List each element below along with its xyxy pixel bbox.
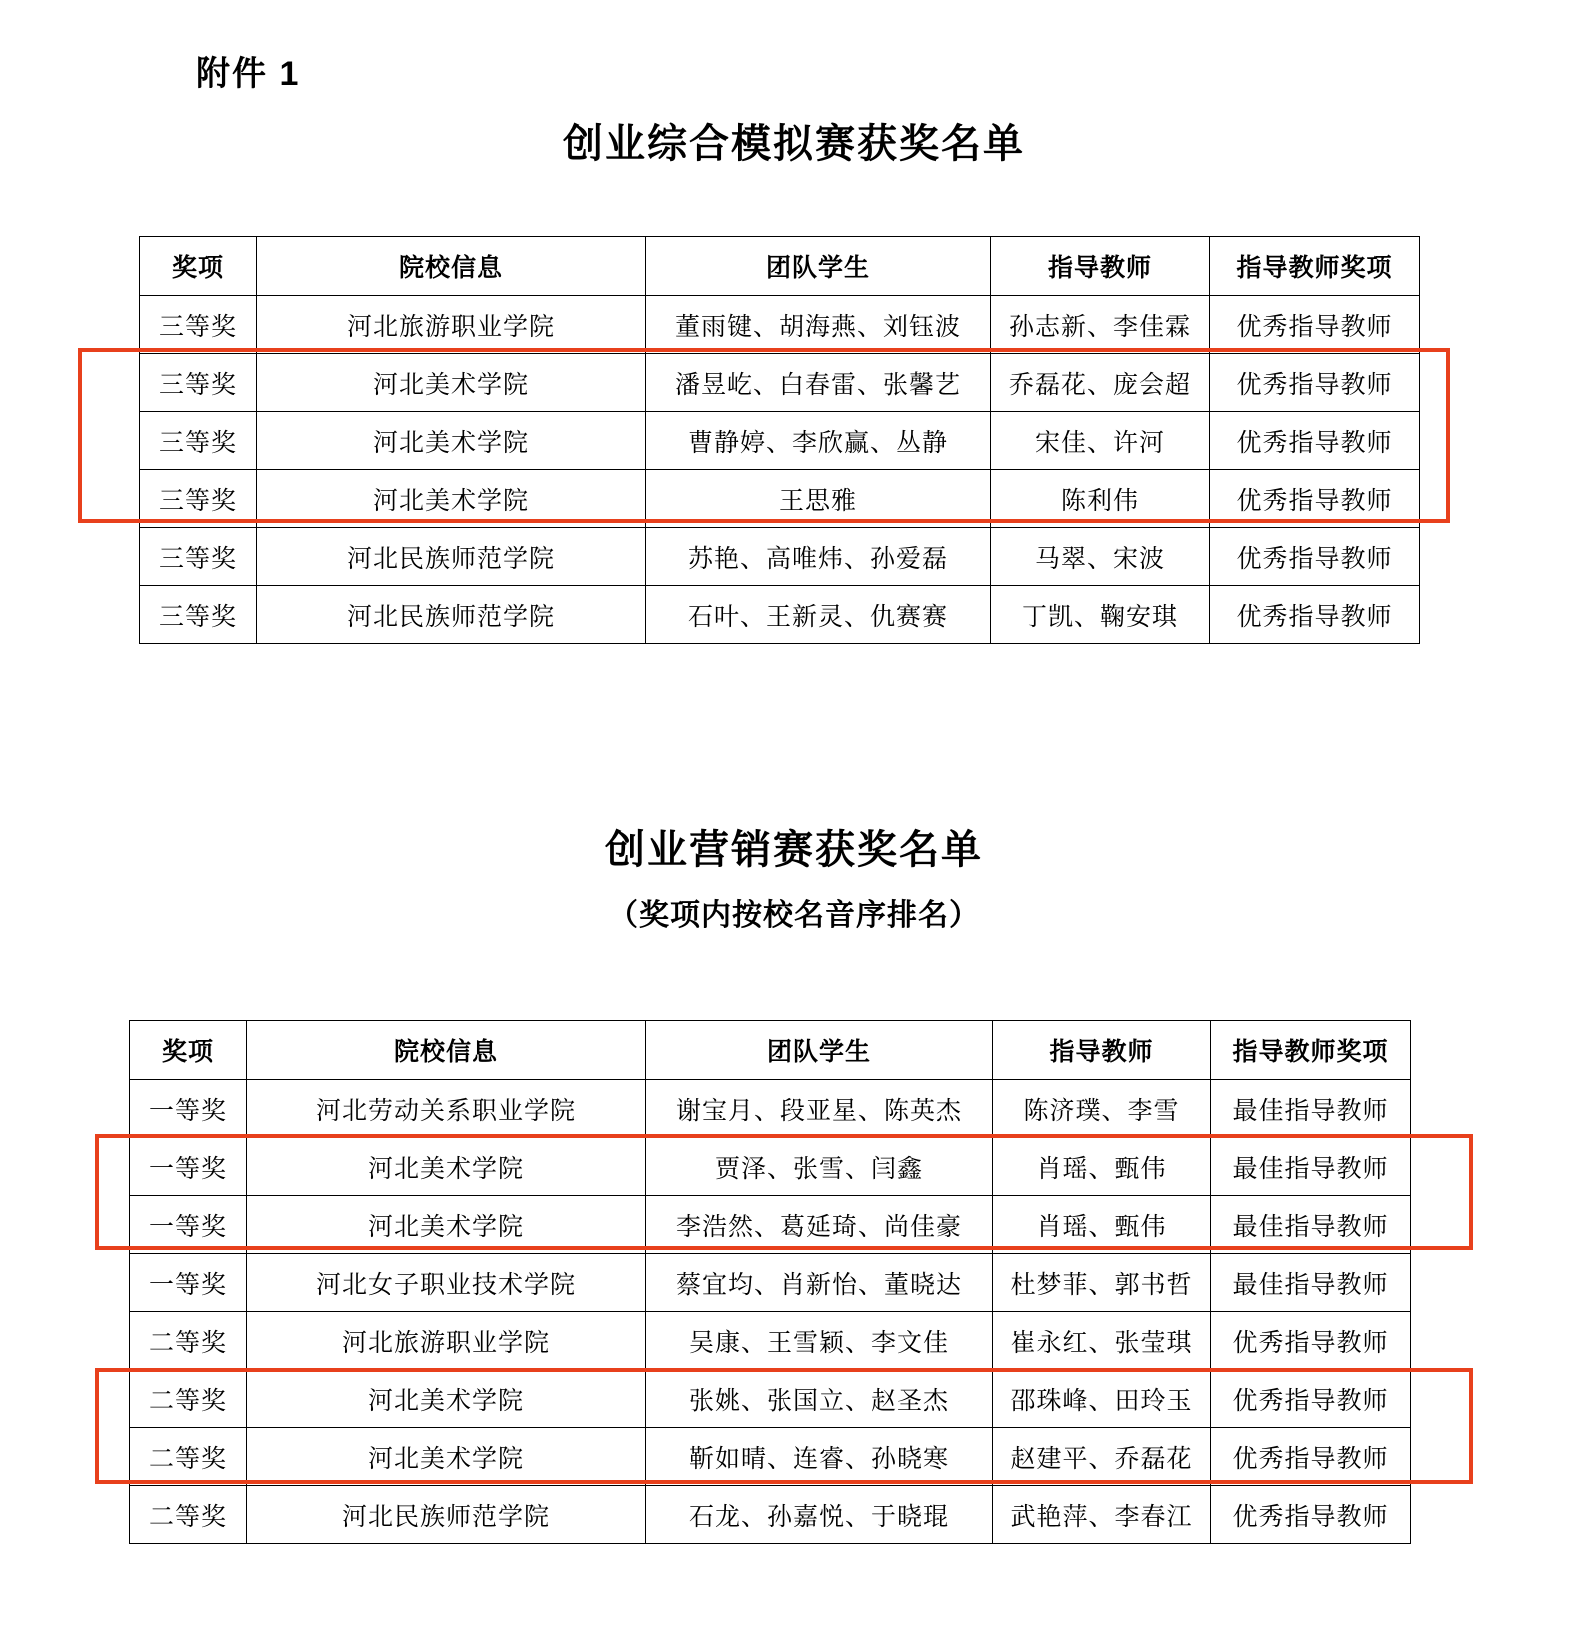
cell-school: 河北劳动关系职业学院 — [247, 1080, 646, 1138]
table-row — [140, 470, 1420, 528]
cell-team: 谢宝月、段亚星、陈英杰 — [646, 1080, 993, 1138]
column-header-teacher: 指导教师 — [991, 237, 1210, 296]
cell-prize: 优秀指导教师 — [1210, 354, 1420, 412]
cell-prize: 优秀指导教师 — [1210, 412, 1420, 470]
cell-teacher: 邵珠峰、田玲玉 — [993, 1370, 1211, 1428]
cell-team: 王思雅 — [646, 470, 991, 528]
cell-school: 河北美术学院 — [257, 470, 646, 528]
cell-prize: 优秀指导教师 — [1211, 1370, 1411, 1428]
cell-award: 二等奖 — [130, 1370, 247, 1428]
cell-prize: 最佳指导教师 — [1211, 1196, 1411, 1254]
cell-team: 石龙、孙嘉悦、于晓琨 — [646, 1486, 993, 1544]
cell-school: 河北美术学院 — [247, 1196, 646, 1254]
cell-team: 曹静婷、李欣赢、丛静 — [646, 412, 991, 470]
award-table-1-wrapper — [139, 236, 1420, 644]
cell-award: 三等奖 — [140, 586, 257, 644]
column-header-award: 奖项 — [130, 1021, 247, 1080]
cell-award: 二等奖 — [130, 1428, 247, 1486]
cell-award: 三等奖 — [140, 470, 257, 528]
cell-award: 一等奖 — [130, 1196, 247, 1254]
cell-school: 河北民族师范学院 — [257, 528, 646, 586]
cell-teacher: 肖瑶、甄伟 — [993, 1196, 1211, 1254]
cell-teacher: 武艳萍、李春江 — [993, 1486, 1211, 1544]
cell-team: 张姚、张国立、赵圣杰 — [646, 1370, 993, 1428]
table-row — [130, 1138, 1411, 1196]
table-header-row — [130, 1021, 1411, 1080]
cell-teacher: 丁凯、鞠安琪 — [991, 586, 1210, 644]
cell-team: 吴康、王雪颖、李文佳 — [646, 1312, 993, 1370]
cell-teacher: 杜梦菲、郭书哲 — [993, 1254, 1211, 1312]
table-row — [130, 1080, 1411, 1138]
table-row — [140, 296, 1420, 354]
table-row — [140, 412, 1420, 470]
cell-school: 河北旅游职业学院 — [247, 1312, 646, 1370]
table-row — [140, 528, 1420, 586]
cell-award: 三等奖 — [140, 354, 257, 412]
section-title-1: 创业综合模拟赛获奖名单 — [563, 122, 1025, 166]
table-row — [140, 354, 1420, 412]
column-header-school: 院校信息 — [257, 237, 646, 296]
cell-prize: 优秀指导教师 — [1210, 586, 1420, 644]
cell-school: 河北民族师范学院 — [257, 586, 646, 644]
cell-team: 董雨键、胡海燕、刘钰波 — [646, 296, 991, 354]
cell-team: 靳如晴、连睿、孙晓寒 — [646, 1428, 993, 1486]
section-subtitle-2: （奖项内按校名音序排名） — [608, 899, 980, 932]
table-row — [130, 1254, 1411, 1312]
column-header-team: 团队学生 — [646, 1021, 993, 1080]
cell-award: 二等奖 — [130, 1312, 247, 1370]
cell-team: 苏艳、高唯炜、孙爱磊 — [646, 528, 991, 586]
cell-teacher: 乔磊花、庞会超 — [991, 354, 1210, 412]
cell-school: 河北美术学院 — [257, 412, 646, 470]
cell-teacher: 赵建平、乔磊花 — [993, 1428, 1211, 1486]
table-row — [130, 1196, 1411, 1254]
table-row — [140, 586, 1420, 644]
cell-school: 河北民族师范学院 — [247, 1486, 646, 1544]
table-row — [130, 1486, 1411, 1544]
column-header-teacher: 指导教师 — [993, 1021, 1211, 1080]
cell-award: 三等奖 — [140, 412, 257, 470]
cell-prize: 优秀指导教师 — [1211, 1428, 1411, 1486]
cell-school: 河北美术学院 — [257, 354, 646, 412]
cell-prize: 最佳指导教师 — [1211, 1080, 1411, 1138]
cell-school: 河北美术学院 — [247, 1370, 646, 1428]
column-header-prize: 指导教师奖项 — [1211, 1021, 1411, 1080]
cell-award: 一等奖 — [130, 1080, 247, 1138]
column-header-school: 院校信息 — [247, 1021, 646, 1080]
cell-prize: 优秀指导教师 — [1211, 1486, 1411, 1544]
award-table-2 — [129, 1020, 1411, 1544]
cell-team: 蔡宜均、肖新怡、董晓达 — [646, 1254, 993, 1312]
cell-team: 贾泽、张雪、闫鑫 — [646, 1138, 993, 1196]
award-table-1 — [139, 236, 1420, 644]
cell-team: 石叶、王新灵、仇赛赛 — [646, 586, 991, 644]
table-header-row — [140, 237, 1420, 296]
column-header-team: 团队学生 — [646, 237, 991, 296]
column-header-prize: 指导教师奖项 — [1210, 237, 1420, 296]
cell-award: 二等奖 — [130, 1486, 247, 1544]
column-header-award: 奖项 — [140, 237, 257, 296]
cell-prize: 优秀指导教师 — [1211, 1312, 1411, 1370]
cell-prize: 最佳指导教师 — [1211, 1254, 1411, 1312]
cell-teacher: 陈济璞、李雪 — [993, 1080, 1211, 1138]
table-row — [130, 1312, 1411, 1370]
cell-school: 河北旅游职业学院 — [257, 296, 646, 354]
cell-teacher: 孙志新、李佳霖 — [991, 296, 1210, 354]
cell-team: 潘昱屹、白春雷、张馨艺 — [646, 354, 991, 412]
cell-teacher: 马翠、宋波 — [991, 528, 1210, 586]
cell-team: 李浩然、葛延琦、尚佳豪 — [646, 1196, 993, 1254]
cell-prize: 最佳指导教师 — [1211, 1138, 1411, 1196]
cell-school: 河北美术学院 — [247, 1428, 646, 1486]
cell-school: 河北美术学院 — [247, 1138, 646, 1196]
cell-award: 三等奖 — [140, 296, 257, 354]
table-row — [130, 1370, 1411, 1428]
cell-award: 三等奖 — [140, 528, 257, 586]
cell-award: 一等奖 — [130, 1254, 247, 1312]
section-title-2: 创业营销赛获奖名单 — [605, 828, 983, 872]
attachment-label: 附件 1 — [196, 55, 301, 93]
cell-teacher: 陈利伟 — [991, 470, 1210, 528]
cell-prize: 优秀指导教师 — [1210, 528, 1420, 586]
cell-school: 河北女子职业技术学院 — [247, 1254, 646, 1312]
cell-teacher: 肖瑶、甄伟 — [993, 1138, 1211, 1196]
cell-prize: 优秀指导教师 — [1210, 470, 1420, 528]
cell-teacher: 宋佳、许河 — [991, 412, 1210, 470]
cell-award: 一等奖 — [130, 1138, 247, 1196]
cell-prize: 优秀指导教师 — [1210, 296, 1420, 354]
table-row — [130, 1428, 1411, 1486]
award-table-2-wrapper — [129, 1020, 1411, 1544]
cell-teacher: 崔永红、张莹琪 — [993, 1312, 1211, 1370]
